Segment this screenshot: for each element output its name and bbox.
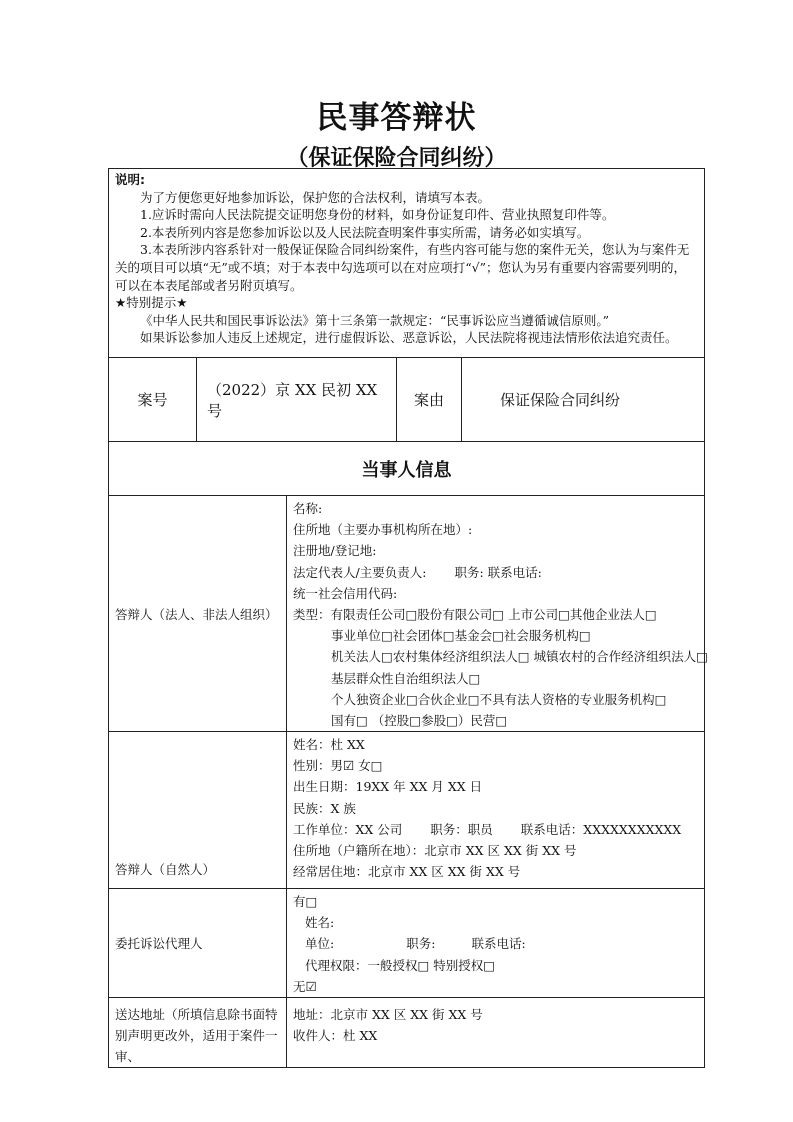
org-phone-field: 联系电话: [487, 564, 542, 580]
org-type-line: 个人独资企业□合伙企业□不具有法人资格的专业服务机构□ [331, 691, 667, 707]
instruction-line: 3.本表所涉内容系针对一般保证保险合同纠纷案件，有些内容可能与您的案件无关，您认为与案件无关的项目可以填“无”或不填；对于本表中勾选项可以在对应项打“√”；您认为另有重要内容需要列明的，可以在本表尾部或者另附页填写。 [115, 242, 690, 293]
service-recipient-field: 收件人：杜 XX [293, 1028, 378, 1044]
page-title: 民事答辩状 [316, 100, 477, 136]
org-type-line: 基层群众性自治组织法人□ [331, 670, 481, 686]
org-credit-code-field: 统一社会信用代码: [293, 585, 398, 601]
org-type-line: 类型：有限责任公司□股份有限公司□ 上市公司□其他企业法人□ [293, 606, 657, 622]
special-notice-heading: ★特别提示★ [115, 295, 188, 311]
instruction-line: 2.本表所列内容是您参加诉讼以及人民法院查明案件事实所需，请务必如实填写。 [140, 224, 590, 240]
service-address-details [287, 998, 705, 1068]
agent-name-field: 姓名: [305, 915, 335, 931]
person-gender-field: 性别：男☑ 女□ [293, 758, 383, 774]
agent-unit-field: 单位: [305, 936, 335, 952]
agent-phone-field: 联系电话: [471, 936, 526, 952]
instruction-line: 1.应诉时需向人民法院提交证明您身份的材料，如身份证复印件、营业执照复印件等。 [140, 207, 615, 223]
org-rep-line [293, 562, 698, 583]
person-employer-field: 工作单位：XX 公司 [293, 821, 403, 837]
service-address-label: 送达地址（所填信息除书面特别声明更改外，适用于案件一审、 [109, 998, 287, 1068]
person-birth-field: 出生日期：19XX 年 XX 月 XX 日 [293, 779, 483, 795]
answer-form-table [108, 168, 708, 1068]
org-rep-field: 法定代表人/主要负责人: [293, 564, 427, 580]
special-notice-line: 如果诉讼参加人违反上述规定，进行虚假诉讼、恶意诉讼，人民法院将视违法情形依法追究责任。 [140, 330, 678, 346]
agent-details [287, 889, 705, 998]
special-notice-line: 《中华人民共和国民事诉讼法》第十三条第一款规定：“民事诉讼应当遵循诚信原则。” [140, 312, 610, 328]
party-info-heading: 当事人信息 [109, 442, 705, 496]
org-residence-field: 住所地（主要办事机构所在地）: [293, 522, 473, 538]
case-number-value: （2022）京 XX 民初 XX 号 [197, 358, 397, 442]
case-cause-label: 案由 [397, 358, 462, 442]
person-position-field: 职务：职员 [430, 821, 493, 837]
person-name-field: 姓名：杜 XX [293, 737, 365, 753]
agent-authority-field: 代理权限：一般授权□ 特别授权□ [305, 957, 496, 973]
service-address-field: 地址：北京市 XX 区 XX 街 XX 号 [293, 1007, 483, 1022]
agent-position-field: 职务: [406, 936, 436, 952]
org-defendant-label: 答辩人（法人、非法人组织） [109, 496, 287, 732]
org-registered-field: 注册地/登记地: [293, 543, 377, 559]
agent-none-option: 无☑ [293, 978, 317, 994]
instruction-line: 为了方便您更好地参加诉讼，保护您的合法权利，请填写本表。 [140, 189, 491, 205]
instructions-cell [109, 169, 705, 358]
natural-defendant-label: 答辩人（自然人） [109, 732, 287, 889]
org-name-field: 名称: [293, 501, 323, 516]
case-number-label: 案号 [109, 358, 197, 442]
agent-has-option: 有□ [293, 894, 318, 910]
case-cause-value: 保证保险合同纠纷 [462, 358, 705, 442]
person-work-line [293, 819, 698, 840]
org-defendant-details [287, 496, 708, 732]
org-type-line: 机关法人□农村集体经济组织法人□ 城镇农村的合作经济组织法人□ [331, 649, 708, 665]
org-type-line: 国有□ （控股□参股□）民营□ [331, 712, 508, 728]
agent-label: 委托诉讼代理人 [109, 889, 287, 998]
person-residence-field: 住所地（户籍所在地）：北京市 XX 区 XX 街 XX 号 [293, 843, 577, 858]
org-type-line: 事业单位□社会团体□基金会□社会服务机构□ [331, 628, 591, 644]
instructions-heading: 说明: [115, 172, 145, 187]
natural-defendant-details [287, 732, 705, 889]
org-position-field: 职务: [454, 564, 484, 580]
person-ethnicity-field: 民族：X 族 [293, 800, 356, 816]
person-habitual-field: 经常居住地：北京市 XX 区 XX 街 XX 号 [293, 864, 521, 880]
page-subtitle: （保证保险合同纠纷） [286, 146, 507, 171]
agent-unit-line [293, 933, 698, 954]
person-phone-field: 联系电话：XXXXXXXXXXX [520, 821, 682, 837]
